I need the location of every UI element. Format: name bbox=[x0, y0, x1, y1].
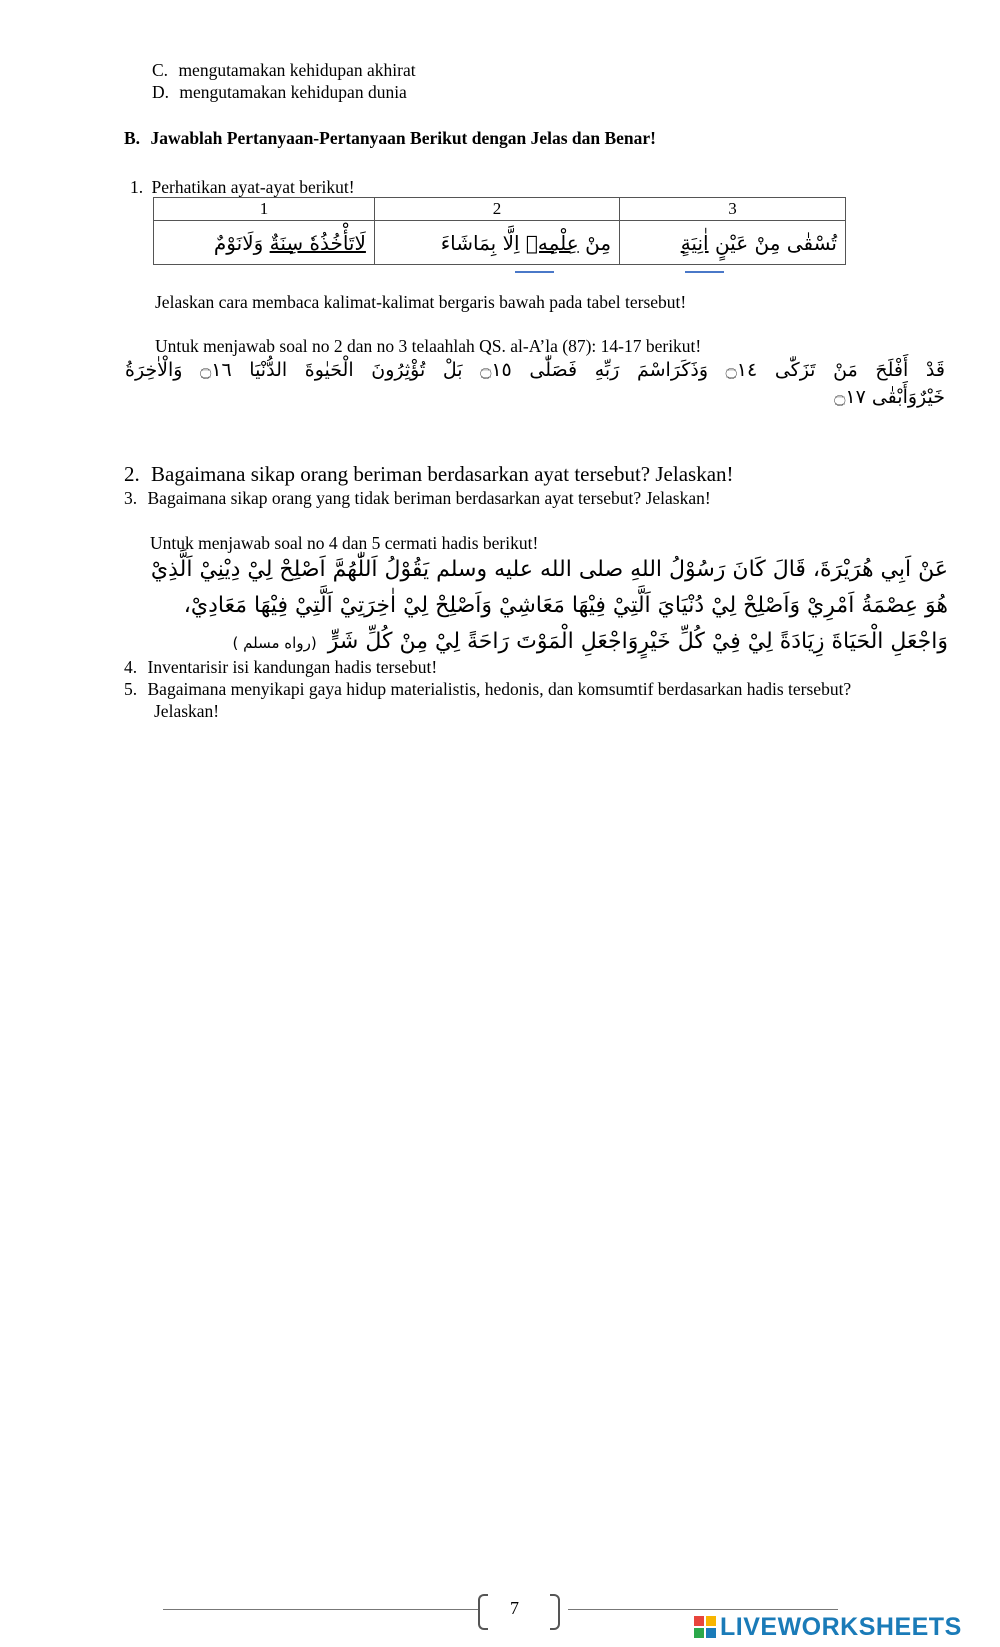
question-1-instruction: Jelaskan cara membaca kalimat-kalimat bergaris bawah pada tabel tersebut! bbox=[155, 292, 687, 312]
quran-line-1: قَدْ أَفْلَحَ مَنْ تَزَكّٰى ۝١٤ وَذَكَرَاسْمَ رَبِّهِ فَصَلّٰى ۝١٥ بَلْ تُؤْثِرُونَ الْحَيٰوةَ الدُّنْيَا ۝١٦ وَالْاٰخِرَةُ bbox=[125, 359, 945, 381]
question-5-line-2: Jelaskan! bbox=[154, 701, 220, 721]
page-bracket-right bbox=[550, 1594, 560, 1630]
question-3: 3. Bagaimana sikap orang yang tidak beriman berdasarkan ayat tersebut? Jelaskan! bbox=[124, 488, 711, 508]
footer-rule-right bbox=[568, 1609, 838, 1610]
question-5: 5. Bagaimana menyikapi gaya hidup materialistis, hedonis, dan komsumtif berdasarkan hadis tersebut? bbox=[124, 679, 852, 699]
ayat-cell-2: مِنْ عِلْمِهٖ اِلَّا بِمَاشَاءَ bbox=[374, 221, 619, 265]
page-number: 7 bbox=[510, 1598, 519, 1618]
ayat-cell-3: تُسْقٰى مِنْ عَيْنٍ اٰنِيَةٍ bbox=[620, 221, 846, 265]
hadith-line-2: هُوَ عِصْمَةُ اَمْرِيْ وَاَصْلِحْ لِيْ دُنْيَايَ اَلَّتِيْ فِيْهَا مَعَاشِيْ وَاَصْلِحْ لِيْ اٰخِرَتِيْ اَلَّتِيْ فِيْهَا مَعَادِيْ، bbox=[183, 593, 948, 618]
question-2: 2. Bagaimana sikap orang beriman berdasarkan ayat tersebut? Jelaskan! bbox=[124, 462, 734, 486]
table-header-1: 1 bbox=[154, 198, 375, 221]
answer-line-3[interactable] bbox=[685, 271, 724, 273]
footer-rule-left bbox=[163, 1609, 478, 1610]
liveworksheets-brand: LIVEWORKSHEETS bbox=[720, 1612, 962, 1641]
page-bracket-left bbox=[478, 1594, 488, 1630]
option-d: D. mengutamakan kehidupan dunia bbox=[152, 82, 407, 102]
hadith-line-3: وَاجْعَلِ الْحَيَاةَ زِيَادَةً لِيْ فِيْ كُلِّ خَيْرٍوَاجْعَلِ الْمَوْتَ رَاحَةً لِيْ مِنْ كُلِّ شَرٍّ (رواه مسلم ) bbox=[232, 629, 948, 654]
liveworksheets-icon bbox=[694, 1616, 716, 1638]
hadith-line-1: عَنْ اَبِي هُرَيْرَةَ، قَالَ كَانَ رَسُوْلُ اللهِ صلى الله عليه وسلم يَقُوْلُ اَللّٰهُمَّ اَصْلِحْ لِيْ دِيْنِيْ اَلَّذِيْ bbox=[150, 557, 948, 582]
section-b-heading: B. Jawablah Pertanyaan-Pertanyaan Berikut dengan Jelas dan Benar! bbox=[124, 128, 657, 148]
answer-line-2[interactable] bbox=[515, 271, 554, 273]
quran-line-2: خَيْرٌوَأَبْقٰى ۝١٧ bbox=[834, 386, 945, 408]
option-c: C. mengutamakan kehidupan akhirat bbox=[152, 60, 416, 80]
intro-4-5: Untuk menjawab soal no 4 dan 5 cermati hadis berikut! bbox=[150, 533, 539, 553]
hadith-source: (رواه مسلم ) bbox=[232, 634, 317, 652]
ayat-table bbox=[153, 197, 846, 265]
question-4: 4. Inventarisir isi kandungan hadis tersebut! bbox=[124, 657, 438, 677]
table-header-2: 2 bbox=[374, 198, 619, 221]
liveworksheets-logo[interactable] bbox=[694, 1612, 962, 1642]
intro-2-3: Untuk menjawab soal no 2 dan no 3 telaahlah QS. al-A’la (87): 14-17 berikut! bbox=[155, 336, 702, 356]
ayat-cell-1: لَاتَأْخُذُهٗ سِنَةٌ وَلَانَوْمٌ bbox=[154, 221, 375, 265]
table-header-3: 3 bbox=[620, 198, 846, 221]
question-1-prompt: 1. Perhatikan ayat-ayat berikut! bbox=[130, 177, 355, 197]
